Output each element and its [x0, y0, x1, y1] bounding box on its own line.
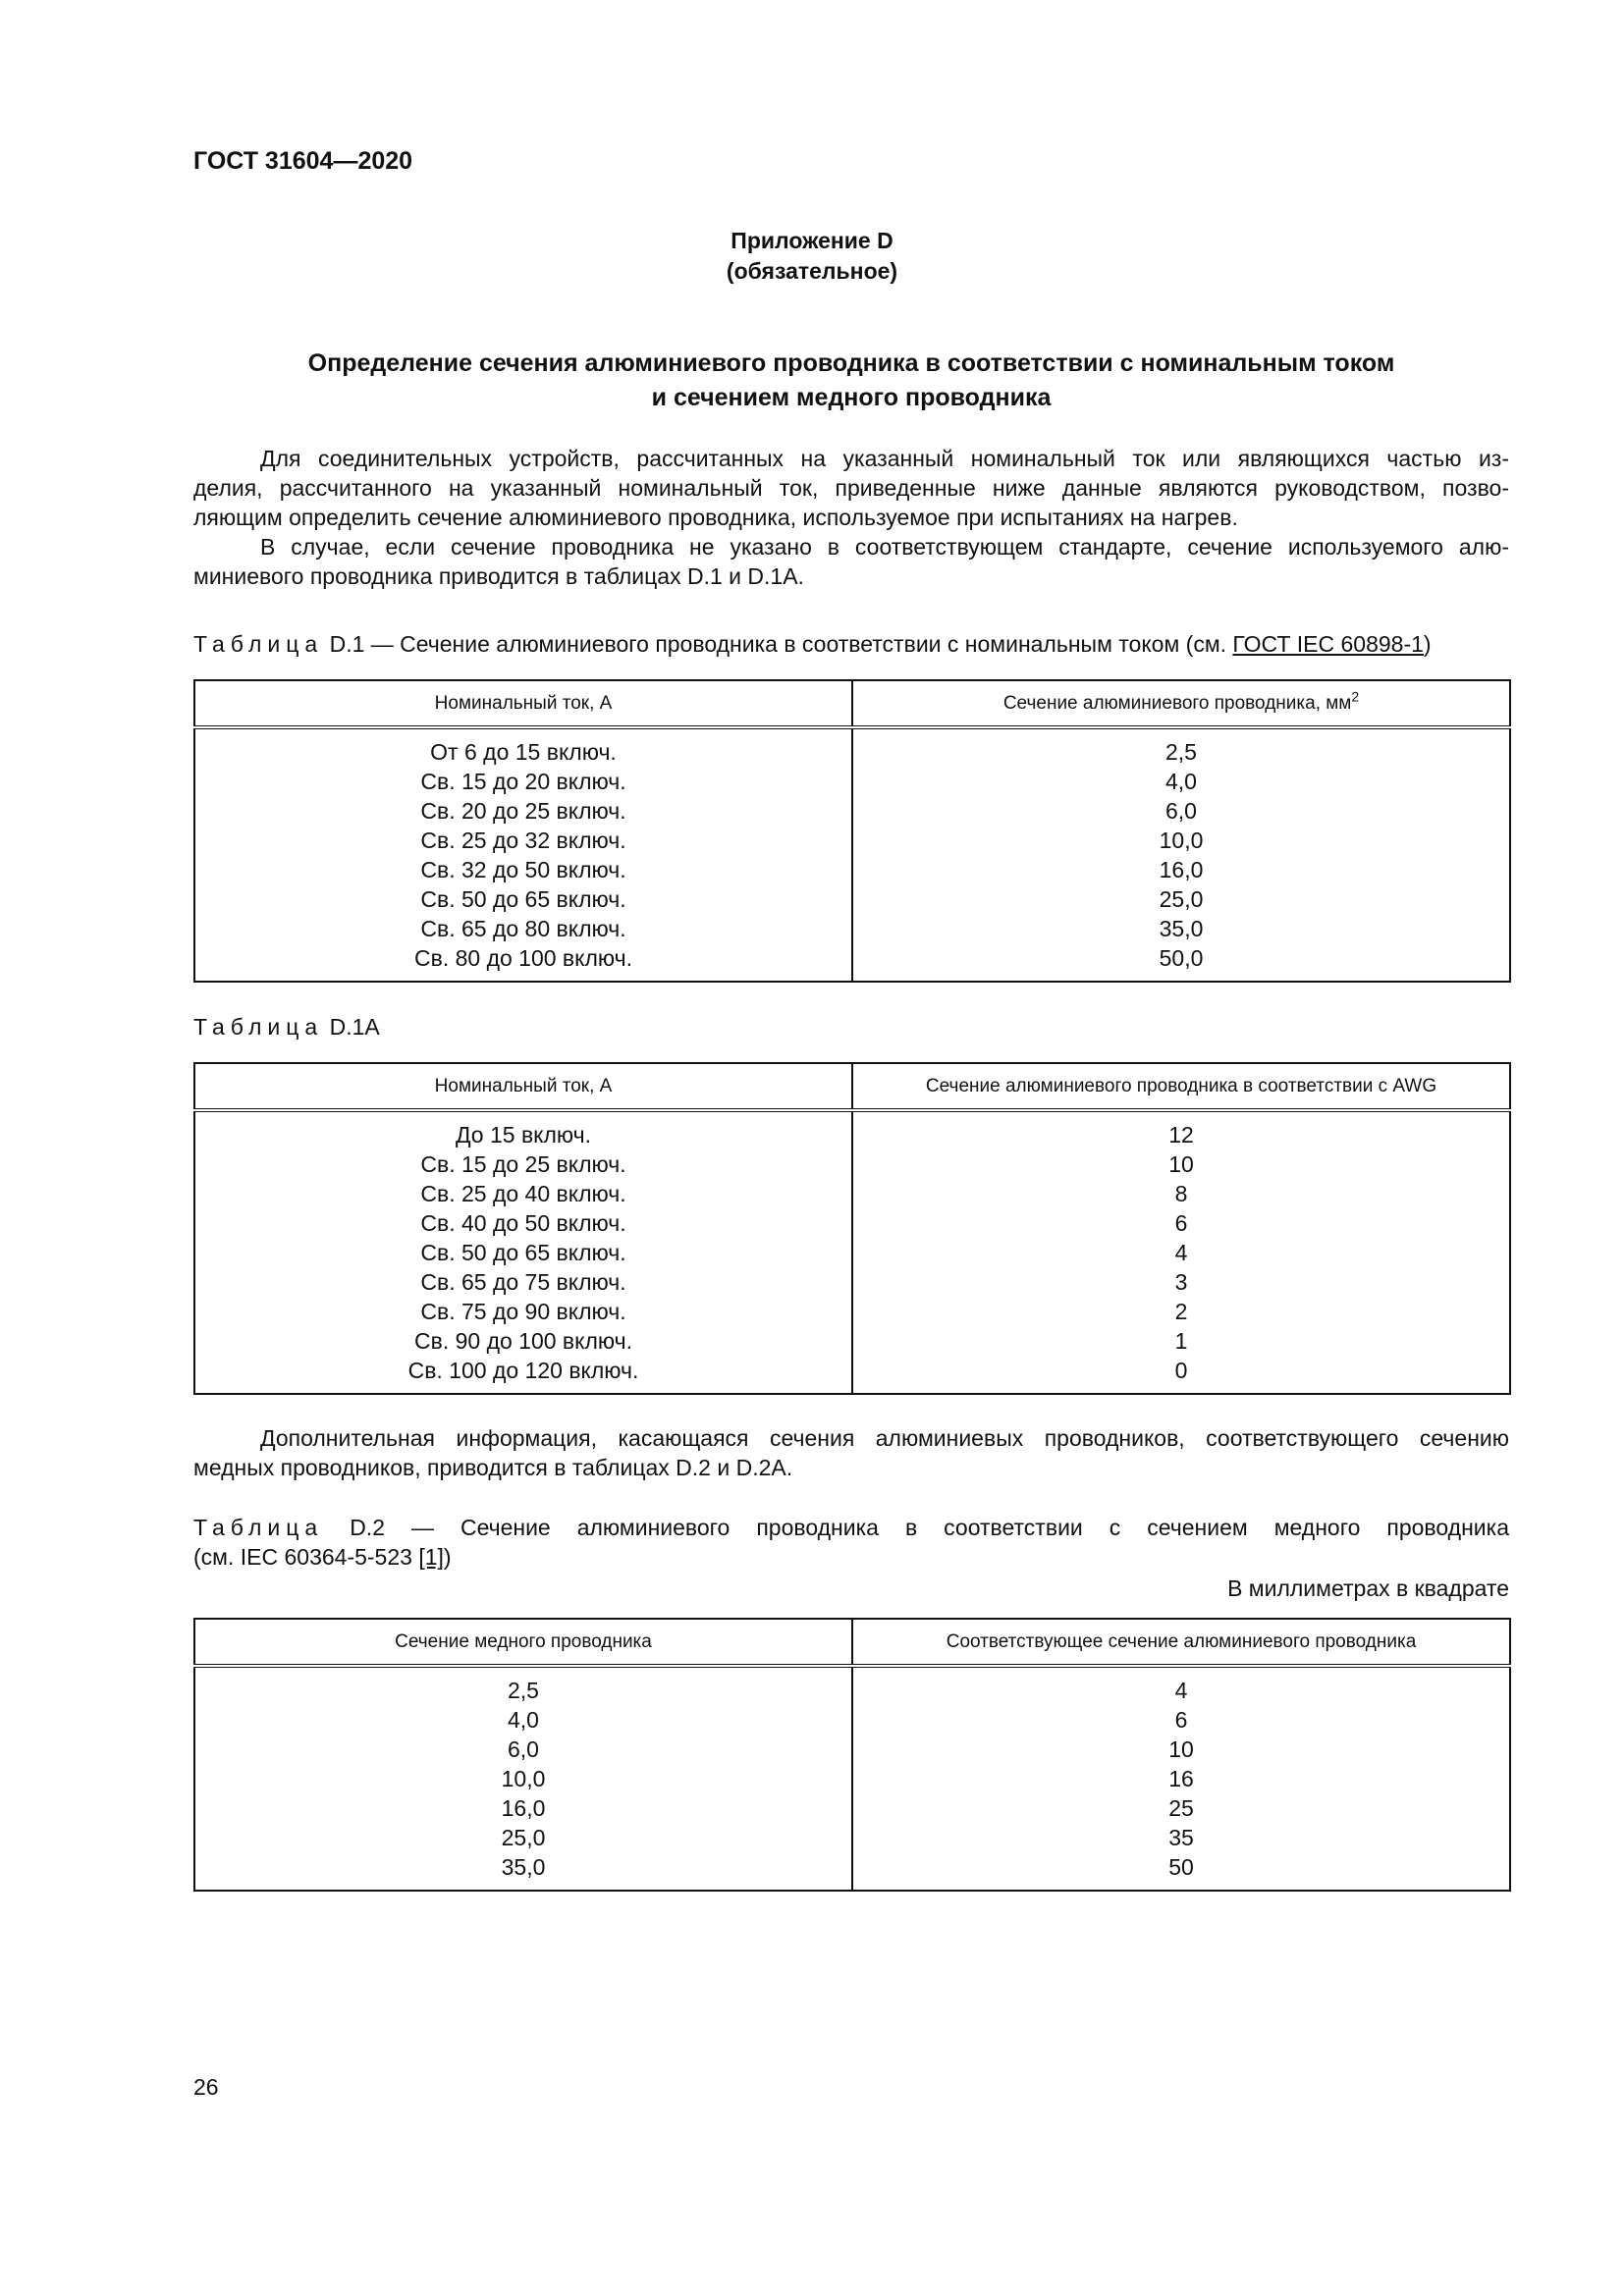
table-cell: 50: [1168, 1854, 1194, 1880]
table-cell: От 6 до 15 включ.: [430, 739, 617, 765]
table-cell: 6: [1174, 1707, 1188, 1733]
column-header: Сечение медного проводника: [194, 1619, 852, 1666]
table-column-awg: [852, 1110, 1510, 1394]
table-cell: 0: [1174, 1358, 1188, 1383]
table-cell: 4,0: [508, 1707, 539, 1733]
table-cell: 6,0: [508, 1736, 539, 1762]
table-cell: Св. 15 до 25 включ.: [420, 1151, 626, 1177]
table-column-current: [194, 1110, 852, 1394]
table-caption-text: D.1 — Сечение алюминиевого проводника в соответствии с номинальным током (см.: [329, 631, 1227, 657]
intro-paragraph-1: [193, 444, 1509, 532]
table-cell: 10,0: [1159, 828, 1204, 853]
table-cell: 35: [1168, 1825, 1194, 1850]
caption-end: ): [443, 1544, 452, 1570]
table-column-section: [852, 727, 1510, 982]
table-column-aluminium: [852, 1666, 1510, 1891]
section-title: [193, 347, 1509, 415]
column-header: Соответствующее сечение алюминиевого проводника: [852, 1619, 1510, 1666]
superscript: 2: [1351, 688, 1360, 705]
units-note: В миллиметрах в квадрате: [1227, 1575, 1509, 1601]
table-cell: Св. 25 до 40 включ.: [420, 1181, 626, 1206]
table-label: Таблица: [193, 631, 324, 657]
table-cell: 16: [1168, 1766, 1194, 1791]
column-header: [852, 680, 1510, 727]
table-cell: Св. 32 до 50 включ.: [420, 857, 626, 882]
table-cell: Св. 90 до 100 включ.: [413, 1328, 633, 1354]
table-d1: [193, 679, 1511, 983]
table-cell: Св. 75 до 90 включ.: [420, 1299, 626, 1324]
caption-line: [193, 1542, 1509, 1572]
table-cell: 35,0: [1159, 916, 1204, 941]
caption-end: ): [1423, 631, 1432, 657]
table-cell: 16,0: [501, 1795, 546, 1821]
column-header: Номинальный ток, А: [194, 680, 852, 727]
table-caption-text: D.1А: [329, 1014, 380, 1040]
table-cell: Св. 50 до 65 включ.: [420, 886, 626, 912]
table-column-current: [194, 727, 852, 982]
column-header-text: Сечение алюминиевого проводника, мм: [1002, 692, 1352, 714]
table-d1-caption: [193, 629, 1509, 659]
table-caption-text: D.2 — Сечение алюминиевого проводника в соответствии с сечением медного проводника: [350, 1515, 1510, 1540]
table-cell: 10,0: [501, 1766, 546, 1791]
table-cell: 4: [1174, 1678, 1188, 1703]
table-cell: Св. 65 до 80 включ.: [420, 916, 626, 941]
table-cell: Св. 100 до 120 включ.: [407, 1358, 639, 1383]
paragraph-line: миниевого проводника приводится в таблицах D.1 и D.1А.: [193, 563, 804, 589]
intro-paragraph-2: [193, 532, 1509, 591]
paragraph-line: ляющим определить сечение алюминиевого проводника, используемое при испытаниях на нагрев.: [193, 505, 1238, 530]
extra-paragraph: [193, 1423, 1509, 1482]
table-d2-caption: [193, 1513, 1509, 1572]
table-cell: 35,0: [501, 1854, 546, 1880]
appendix-status: (обязательное): [726, 258, 898, 284]
reference-link[interactable]: ГОСТ IEC 60898-1: [1232, 631, 1424, 657]
table-column-copper: [194, 1666, 852, 1891]
table-cell: 50,0: [1159, 945, 1204, 971]
table-cell: Св. 25 до 32 включ.: [420, 828, 626, 853]
table-cell: 25,0: [1159, 886, 1204, 912]
table-cell: Св. 40 до 50 включ.: [420, 1210, 626, 1236]
table-label: Таблица: [193, 1515, 324, 1540]
paragraph-line: Дополнительная информация, касающаяся сечения алюминиевых проводников, соответствующего сечению: [260, 1425, 1509, 1451]
table-cell: 16,0: [1159, 857, 1204, 882]
table-cell: Св. 20 до 25 включ.: [420, 798, 626, 824]
table-cell: Св. 15 до 20 включ.: [420, 769, 626, 794]
page-number: 26: [193, 2074, 219, 2100]
paragraph-line: Для соединительных устройств, рассчитанных на указанный номинальный ток или являющихся частью из-: [260, 446, 1509, 471]
table-cell: 2: [1174, 1299, 1188, 1324]
table-cell: 4: [1174, 1240, 1188, 1265]
table-cell: До 15 включ.: [455, 1122, 592, 1148]
reference-link[interactable]: [1]: [418, 1544, 444, 1570]
column-header: Номинальный ток, А: [194, 1063, 852, 1110]
paragraph-line: делия, рассчитанного на указанный номинальный ток, приведенные ниже данные являются руководством, позво-: [193, 475, 1509, 501]
section-title-line-1: Определение сечения алюминиевого проводника в соответствии с номинальным током: [307, 349, 1395, 377]
appendix-title: Приложение D: [731, 228, 893, 253]
table-cell: 3: [1174, 1269, 1188, 1295]
table-cell: 2,5: [508, 1678, 539, 1703]
table-cell: 25: [1168, 1795, 1194, 1821]
table-cell: Св. 80 до 100 включ.: [413, 945, 633, 971]
paragraph-line: В случае, если сечение проводника не указано в соответствующем стандарте, сечение используемого алю-: [260, 534, 1509, 560]
table-d1a: [193, 1062, 1511, 1395]
caption-line: [193, 1513, 1509, 1542]
table-caption-text: (см. IEC 60364-5-523: [193, 1544, 412, 1570]
table-cell: 6,0: [1165, 798, 1197, 824]
table-cell: 12: [1168, 1122, 1194, 1148]
table-cell: 1: [1174, 1328, 1188, 1354]
table-cell: 25,0: [501, 1825, 546, 1850]
table-d1a-caption: [193, 1012, 1509, 1041]
table-cell: Св. 65 до 75 включ.: [420, 1269, 626, 1295]
table-cell: 6: [1174, 1210, 1188, 1236]
table-label: Таблица: [193, 1014, 324, 1040]
appendix-heading: [0, 226, 1624, 287]
section-title-line-2: и сечением медного проводника: [651, 384, 1052, 411]
paragraph-line: медных проводников, приводится в таблицах D.2 и D.2А.: [193, 1455, 793, 1480]
table-cell: Св. 50 до 65 включ.: [420, 1240, 626, 1265]
table-cell: 8: [1174, 1181, 1188, 1206]
table-cell: 10: [1168, 1736, 1194, 1762]
column-header: Сечение алюминиевого проводника в соответствии с AWG: [852, 1063, 1510, 1110]
table-cell: 4,0: [1165, 769, 1197, 794]
table-d2: [193, 1618, 1511, 1892]
document-code: ГОСТ 31604—2020: [193, 147, 413, 175]
table-cell: 2,5: [1165, 739, 1197, 765]
table-cell: 10: [1168, 1151, 1194, 1177]
